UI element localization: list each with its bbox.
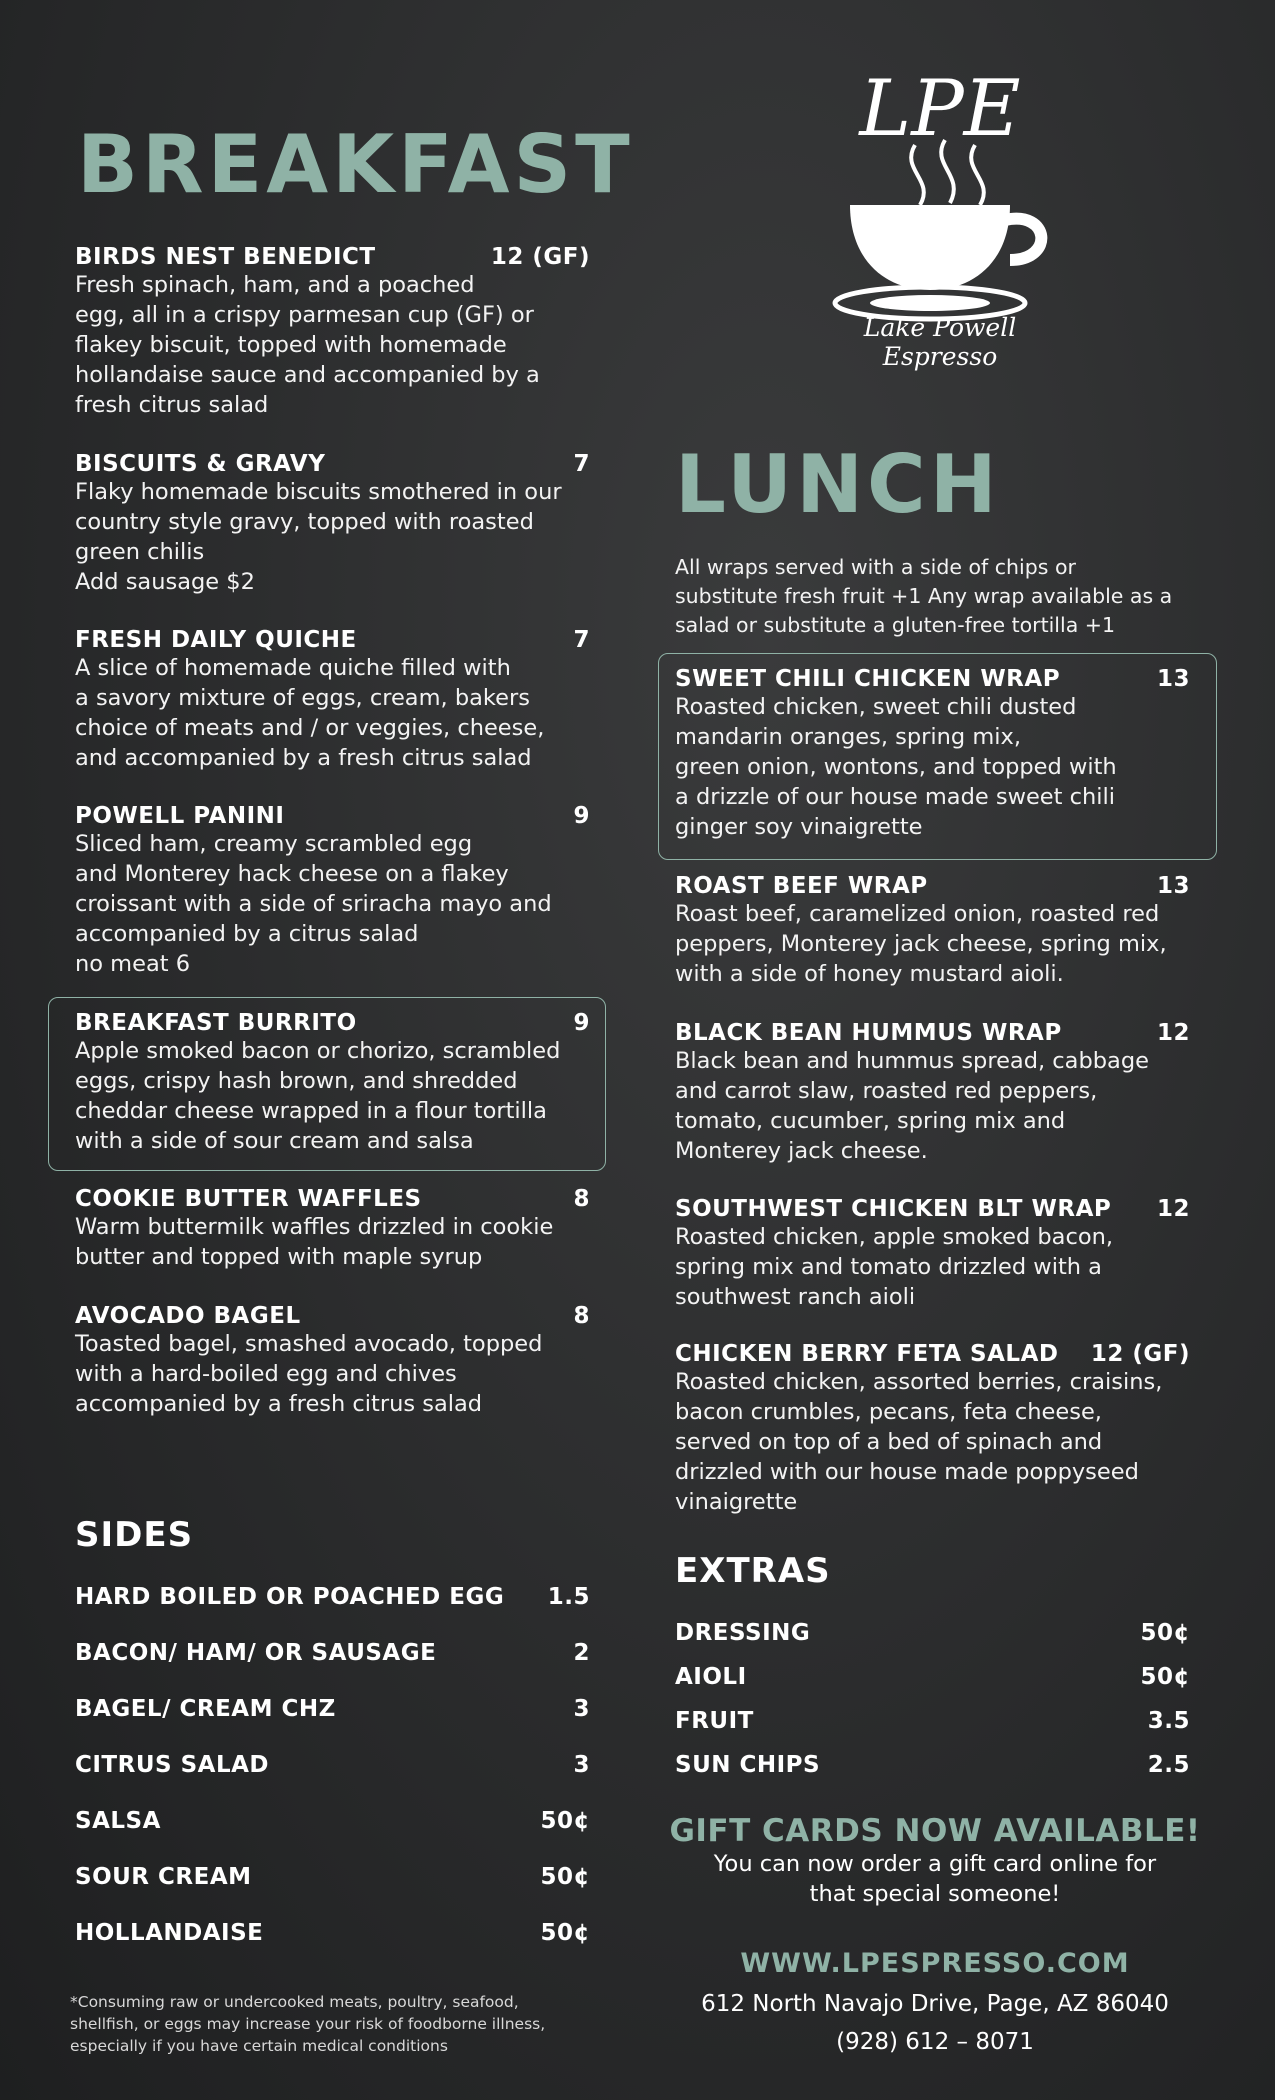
- sides-list: [75, 1584, 590, 1976]
- menu-item-roast-beef-wrap: [675, 873, 1190, 989]
- gift-card-section: [650, 1813, 1220, 1909]
- item-price: 8: [573, 1303, 590, 1329]
- item-name: BIRDS NEST BENEDICT: [75, 244, 376, 270]
- item-price: 13: [1156, 873, 1190, 899]
- breakfast-title: BREAKFAST: [77, 118, 634, 211]
- side-price: 1.5: [547, 1584, 590, 1610]
- item-price: 7: [573, 451, 590, 477]
- extra-name: SUN CHIPS: [675, 1752, 821, 1778]
- logo-name: Lake Powell Espresso: [863, 313, 1017, 371]
- item-price: 9: [573, 1010, 590, 1036]
- contact-section: [650, 1948, 1220, 2061]
- item-description: Roasted chicken, sweet chili dusted mandarin oranges, spring mix, green onion, wontons, and topped with a drizzle of our house made sweet chili ginger soy vinaigrette: [675, 694, 1117, 840]
- item-name: CHICKEN BERRY FETA SALAD: [675, 1341, 1059, 1367]
- item-price: 13: [1156, 666, 1190, 692]
- side-name: HARD BOILED OR POACHED EGG: [75, 1584, 505, 1610]
- disclaimer: *Consuming raw or undercooked meats, poultry, seafood, shellfish, or eggs may increase your risk of foodborne illness, especially if you have certain medical conditions: [70, 1993, 546, 2055]
- item-description: Fresh spinach, ham, and a poached egg, all in a crispy parmesan cup (GF) or flakey biscuit, topped with homemade hollandaise sauce and accompanied by a fresh citrus salad: [75, 272, 540, 418]
- item-description: Toasted bagel, smashed avocado, topped with a hard-boiled egg and chives accompanied by a fresh citrus salad: [75, 1331, 543, 1417]
- menu-item-cookie-butter-waffles: [75, 1186, 590, 1272]
- side-name: SALSA: [75, 1808, 161, 1834]
- side-name: BAGEL/ CREAM CHZ: [75, 1696, 336, 1722]
- item-description: Flaky homemade biscuits smothered in our country style gravy, topped with roasted green chilis Add sausage $2: [75, 479, 562, 595]
- phone: (928) 612 – 8071: [836, 2029, 1034, 2055]
- menu-item-black-bean-hummus-wrap: [675, 1020, 1190, 1166]
- item-price: 7: [573, 627, 590, 653]
- list-item: [75, 1584, 590, 1640]
- item-description: Warm buttermilk waffles drizzled in cookie butter and topped with maple syrup: [75, 1214, 554, 1270]
- svg-text:LPE: LPE: [859, 64, 1021, 154]
- logo: [805, 45, 1075, 371]
- extra-name: AIOLI: [675, 1664, 747, 1690]
- list-item: [675, 1620, 1190, 1664]
- item-name: BISCUITS & GRAVY: [75, 451, 326, 477]
- item-name: FRESH DAILY QUICHE: [75, 627, 357, 653]
- item-description: Apple smoked bacon or chorizo, scrambled eggs, crispy hash brown, and shredded cheddar cheese wrapped in a flour tortilla with a side of sour cream and salsa: [75, 1038, 561, 1154]
- side-name: BACON/ HAM/ OR SAUSAGE: [75, 1640, 437, 1666]
- list-item: [675, 1752, 1190, 1796]
- item-name: POWELL PANINI: [75, 803, 285, 829]
- lunch-intro: All wraps served with a side of chips or substitute fresh fruit +1 Any wrap available as a salad or substitute a gluten-free tortilla +1: [675, 555, 1173, 637]
- side-price: 50¢: [540, 1920, 590, 1946]
- side-price: 2: [573, 1640, 590, 1666]
- item-price: 12 (GF): [1090, 1341, 1190, 1367]
- list-item: [75, 1696, 590, 1752]
- item-name: SOUTHWEST CHICKEN BLT WRAP: [675, 1196, 1112, 1222]
- item-description: Sliced ham, creamy scrambled egg and Monterey hack cheese on a flakey croissant with a side of sriracha mayo and accompanied by a citrus salad no meat 6: [75, 831, 552, 977]
- gift-card-title: GIFT CARDS NOW AVAILABLE!: [669, 1813, 1201, 1849]
- item-name: BLACK BEAN HUMMUS WRAP: [675, 1020, 1062, 1046]
- side-name: SOUR CREAM: [75, 1864, 252, 1890]
- menu-item-sweet-chili-chicken-wrap: [675, 666, 1190, 842]
- address: 612 North Navajo Drive, Page, AZ 86040: [701, 1991, 1169, 2017]
- lunch-title: LUNCH: [675, 438, 1001, 531]
- item-price: 9: [573, 803, 590, 829]
- gift-card-text: You can now order a gift card online for that special someone!: [713, 1851, 1157, 1907]
- menu-item-avocado-bagel: [75, 1303, 590, 1419]
- extra-name: FRUIT: [675, 1708, 754, 1734]
- list-item: [75, 1808, 590, 1864]
- side-price: 3: [573, 1752, 590, 1778]
- item-name: SWEET CHILI CHICKEN WRAP: [675, 666, 1061, 692]
- menu-item-breakfast-burrito: [75, 1010, 590, 1156]
- list-item: [675, 1708, 1190, 1752]
- extra-price: 50¢: [1140, 1620, 1190, 1646]
- item-description: Black bean and hummus spread, cabbage and carrot slaw, roasted red peppers, tomato, cucumber, spring mix and Monterey jack cheese.: [675, 1048, 1149, 1164]
- extra-name: DRESSING: [675, 1620, 811, 1646]
- sides-title: SIDES: [75, 1515, 194, 1555]
- menu-item-birds-nest-benedict: [75, 244, 590, 420]
- extra-price: 2.5: [1147, 1752, 1190, 1778]
- website-link[interactable]: WWW.LPESPRESSO.COM: [740, 1948, 1130, 1979]
- menu-item-chicken-berry-feta-salad: [675, 1341, 1190, 1517]
- side-price: 50¢: [540, 1808, 590, 1834]
- item-price: 12 (GF): [490, 244, 590, 270]
- item-description: Roast beef, caramelized onion, roasted red peppers, Monterey jack cheese, spring mix, with a side of honey mustard aioli.: [675, 901, 1167, 987]
- side-price: 50¢: [540, 1864, 590, 1890]
- item-description: Roasted chicken, apple smoked bacon, spring mix and tomato drizzled with a southwest ranch aioli: [675, 1224, 1114, 1310]
- item-price: 8: [573, 1186, 590, 1212]
- list-item: [75, 1920, 590, 1976]
- list-item: [675, 1664, 1190, 1708]
- item-name: COOKIE BUTTER WAFFLES: [75, 1186, 422, 1212]
- menu-item-powell-panini: [75, 803, 590, 979]
- menu-item-fresh-daily-quiche: [75, 627, 590, 773]
- side-name: CITRUS SALAD: [75, 1752, 269, 1778]
- item-name: AVOCADO BAGEL: [75, 1303, 301, 1329]
- extras-list: [675, 1620, 1190, 1796]
- menu-item-biscuits-gravy: [75, 451, 590, 597]
- item-description: Roasted chicken, assorted berries, craisins, bacon crumbles, pecans, feta cheese, served on top of a bed of spinach and drizzled with our house made poppyseed vinaigrette: [675, 1369, 1163, 1515]
- extra-price: 50¢: [1140, 1664, 1190, 1690]
- extras-title: EXTRAS: [675, 1551, 831, 1591]
- item-name: BREAKFAST BURRITO: [75, 1010, 357, 1036]
- list-item: [75, 1752, 590, 1808]
- list-item: [75, 1640, 590, 1696]
- item-description: A slice of homemade quiche filled with a savory mixture of eggs, cream, bakers choice of meats and / or veggies, cheese, and accompanied by a fresh citrus salad: [75, 655, 545, 771]
- list-item: [75, 1864, 590, 1920]
- item-name: ROAST BEEF WRAP: [675, 873, 928, 899]
- item-price: 12: [1156, 1196, 1190, 1222]
- menu-item-southwest-chicken-blt-wrap: [675, 1196, 1190, 1312]
- side-name: HOLLANDAISE: [75, 1920, 264, 1946]
- extra-price: 3.5: [1147, 1708, 1190, 1734]
- item-price: 12: [1156, 1020, 1190, 1046]
- side-price: 3: [573, 1696, 590, 1722]
